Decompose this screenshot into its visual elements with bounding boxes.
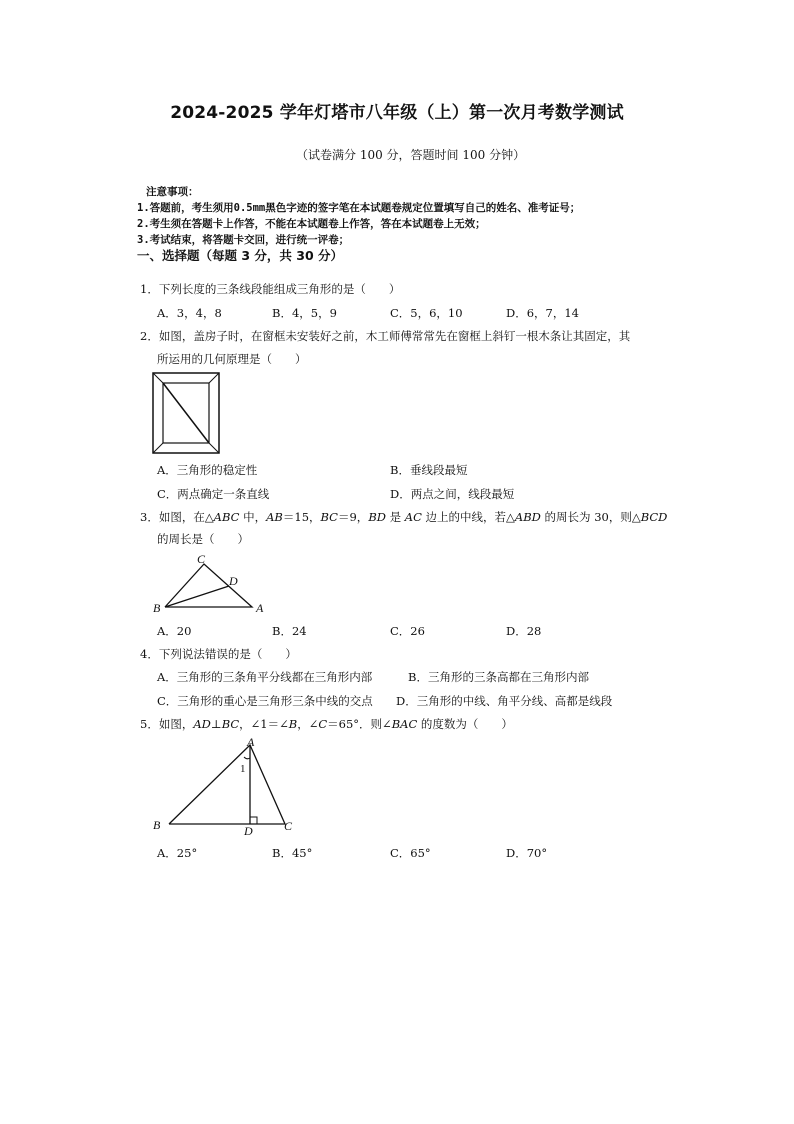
q1-option-d: D．6，7，14 (506, 306, 579, 320)
label-a: A (256, 601, 264, 615)
label-c: C (197, 552, 206, 566)
right-angle-mark (250, 817, 257, 824)
q1-option-b: B．4，5，9 (272, 306, 337, 320)
q2-option-c: C．两点确定一条直线 (157, 487, 270, 501)
q4-option-a: A．三角形的三条角平分线都在三角形内部 (157, 670, 373, 684)
label-c: C (284, 819, 293, 833)
corner-line-br (209, 443, 219, 453)
q4-option-c: C．三角形的重心是三角形三条中线的交点 (157, 694, 373, 708)
notes-item-2: 2.考生须在答题卡上作答，不能在本试题卷上作答，答在本试题卷上无效； (137, 218, 486, 230)
triangle-abc (169, 745, 285, 824)
q1-option-c: C．5，6，10 (390, 306, 463, 320)
label-angle-1: 1 (240, 763, 246, 775)
notes-heading: 注意事项： (146, 186, 199, 198)
q2-option-a: A．三角形的稳定性 (157, 463, 258, 477)
q2-stem-line2: 所运用的几何原理是（ ） (157, 352, 307, 366)
label-b: B (153, 601, 161, 615)
label-d: D (244, 824, 253, 838)
q2-option-d: D．两点之间，线段最短 (390, 487, 515, 501)
q3-option-a: A．20 (157, 624, 192, 638)
q2-option-b: B．垂线段最短 (390, 463, 468, 477)
q1-option-a: A．3，4，8 (157, 306, 222, 320)
q4-option-d: D．三角形的中线、角平分线、高都是线段 (396, 694, 613, 708)
q3-option-c: C．26 (390, 624, 425, 638)
exam-subtitle: （试卷满分 100 分，答题时间 100 分钟） (296, 148, 526, 162)
triangle-abc (165, 564, 252, 607)
q5-stem: 5．如图，AD⊥BC，∠1＝∠B，∠C＝65°．则∠BAC 的度数为（ ） (140, 717, 513, 731)
window-frame-figure (152, 372, 220, 454)
label-a: A (247, 735, 255, 749)
q2-stem-line1: 2．如图，盖房子时，在窗框未安装好之前，木工师傅常常先在窗框上斜钉一根木条让其固定，其 (140, 329, 631, 343)
q4-option-b: B．三角形的三条高都在三角形内部 (408, 670, 589, 684)
corner-line-tr (209, 373, 219, 383)
notes-item-3: 3.考试结束，将答题卡交回，进行统一评卷； (137, 234, 350, 246)
right-triangle-figure (148, 734, 298, 838)
q3-option-b: B．24 (272, 624, 307, 638)
section-heading: 一、选择题（每题 3 分，共 30 分） (137, 248, 344, 263)
triangle-abc-figure (148, 548, 270, 618)
exam-title: 2024-2025 学年灯塔市八年级（上）第一次月考数学测试 (170, 103, 624, 123)
q5-option-b: B．45° (272, 846, 313, 860)
q3-stem-line1: 3．如图，在△ABC 中，AB＝15，BC＝9，BD 是 AC 边上的中线，若△ABD 的周长为 30，则△BCD (140, 510, 668, 524)
diagonal-brace (163, 383, 209, 443)
q5-option-c: C．65° (390, 846, 431, 860)
label-b: B (153, 818, 161, 832)
angle-1-arc (244, 757, 250, 759)
q5-option-d: D．70° (506, 846, 548, 860)
notes-item-1: 1.答题前，考生须用0.5mm黑色字迹的签字笔在本试题卷规定位置填写自己的姓名、准考证号； (137, 202, 581, 214)
q5-option-a: A．25° (157, 846, 198, 860)
corner-line-tl (153, 373, 163, 383)
corner-line-bl (153, 443, 163, 453)
q3-option-d: D．28 (506, 624, 542, 638)
q1-stem: 1．下列长度的三条线段能组成三角形的是（ ） (140, 282, 401, 296)
label-d: D (229, 574, 238, 588)
q4-stem: 4．下列说法错误的是（ ） (140, 647, 297, 661)
q3-stem-line2: 的周长是（ ） (157, 532, 249, 546)
